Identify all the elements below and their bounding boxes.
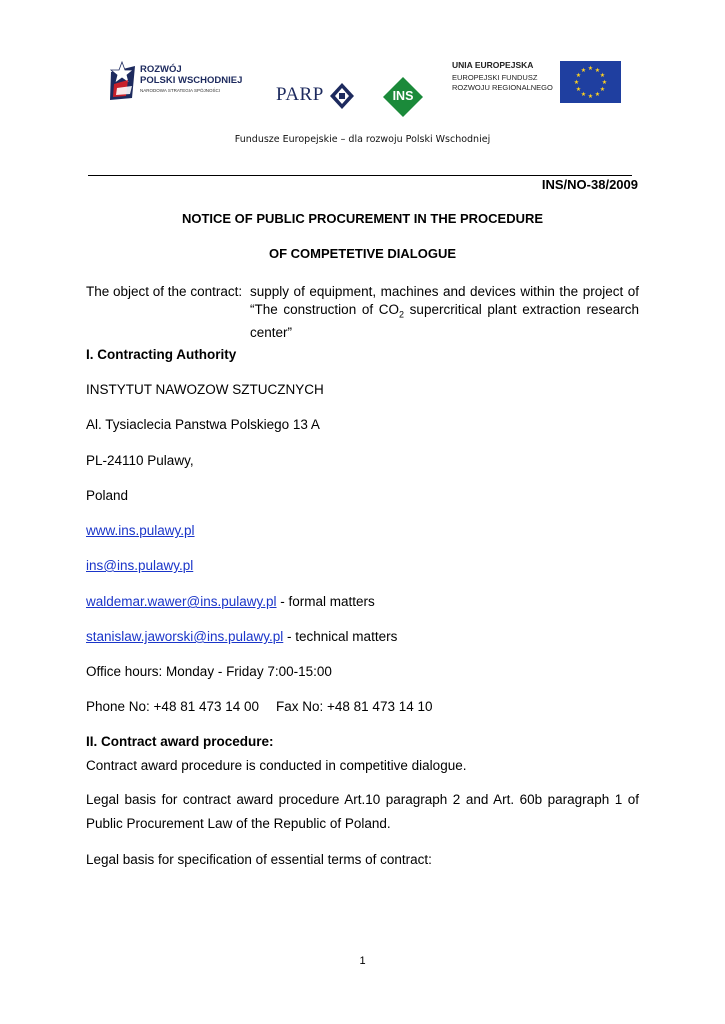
svg-text:★: ★ <box>573 79 580 86</box>
header-divider <box>88 175 632 176</box>
svg-text:★: ★ <box>587 93 594 100</box>
contract-object-text <box>250 283 639 341</box>
co2-subscript: 2 <box>399 309 405 320</box>
email-general-link[interactable]: ins@ins.pulawy.pl <box>86 558 194 573</box>
svg-text:★: ★ <box>599 72 606 79</box>
eu-line1: UNIA EUROPEJSKA <box>452 60 534 70</box>
rpw-emblem-icon <box>108 60 138 102</box>
notice-title-line1: NOTICE OF PUBLIC PROCUREMENT IN THE PROCEDURE <box>181 211 544 226</box>
procedure-text: Contract award procedure is conducted in competitive dialogue. <box>86 758 467 773</box>
svg-text:★: ★ <box>594 67 601 74</box>
notice-title-line2: OF COMPETETIVE DIALOGUE <box>268 246 457 261</box>
svg-text:★: ★ <box>601 79 608 86</box>
rpw-line3: NARODOWA STRATEGIA SPÓJNOŚCI <box>140 88 221 93</box>
ins-logo <box>382 76 424 118</box>
svg-text:★: ★ <box>575 72 582 79</box>
svg-text:★: ★ <box>594 91 601 98</box>
website-row <box>86 522 195 539</box>
parp-text: PARP <box>276 84 324 105</box>
svg-text:★: ★ <box>580 91 587 98</box>
email-general-row <box>86 557 193 574</box>
eu-line2: EUROPEJSKI FUNDUSZ <box>452 73 538 82</box>
email-formal-note: - formal matters <box>276 594 375 609</box>
contract-object-text-a: supply of equipment, machines and devices within the project of “The construction of CO <box>250 284 639 317</box>
svg-text:★: ★ <box>599 86 606 93</box>
page-number: 1 <box>359 955 366 967</box>
legal-basis-text: Legal basis for contract award procedure Art.10 paragraph 2 and Art. 60b paragraph 1 of Public Procurement Law of the Republic of Poland. <box>86 792 639 831</box>
section-1-heading: I. Contracting Authority <box>86 347 237 362</box>
reference-number: INS/NO-38/2009 <box>541 177 638 192</box>
email-technical-link[interactable]: stanislaw.jaworski@ins.pulawy.pl <box>86 629 284 644</box>
svg-text:★: ★ <box>587 65 594 72</box>
parp-arrows-icon <box>330 83 354 109</box>
fax-number: Fax No: +48 81 473 14 10 <box>276 699 433 714</box>
section-2-heading: II. Contract award procedure: <box>86 734 274 749</box>
contract-object-label: The object of the contract: <box>86 284 243 299</box>
email-formal-row <box>86 593 375 610</box>
address-country: Poland <box>86 488 129 503</box>
rozwoj-polski-wschodniej-logo <box>108 60 258 102</box>
eu-line3: ROZWOJU REGIONALNEGO <box>452 83 553 92</box>
authority-name: INSTYTUT NAWOZOW SZTUCZNYCH <box>86 382 324 397</box>
legal-basis-terms: Legal basis for specification of essential terms of contract: <box>86 852 432 867</box>
svg-text:★: ★ <box>580 67 587 74</box>
office-hours: Office hours: Monday - Friday 7:00-15:00 <box>86 664 332 679</box>
phone-number: Phone No: +48 81 473 14 00 <box>86 699 260 714</box>
email-formal-link[interactable]: waldemar.wawer@ins.pulawy.pl <box>86 594 277 609</box>
website-link[interactable]: www.ins.pulawy.pl <box>86 523 195 538</box>
ins-text: INS <box>392 89 414 103</box>
contract-object-text-b: supercritical plant extraction research center” <box>250 301 639 340</box>
email-technical-note: - technical matters <box>283 629 398 644</box>
address-city: PL-24110 Pulawy, <box>86 453 194 468</box>
rpw-line1: ROZWÓJ <box>140 64 182 75</box>
rpw-line2: POLSKI WSCHODNIEJ <box>140 75 243 86</box>
email-technical-row <box>86 628 397 645</box>
header-tagline: Fundusze Europejskie – dla rozwoju Polski Wschodniej <box>234 134 491 145</box>
eu-fund-logo <box>442 48 630 110</box>
parp-logo <box>276 83 356 109</box>
svg-text:★: ★ <box>575 86 582 93</box>
address-street: Al. Tysiaclecia Panstwa Polskiego 13 A <box>86 417 320 432</box>
eu-flag-icon <box>560 61 621 103</box>
